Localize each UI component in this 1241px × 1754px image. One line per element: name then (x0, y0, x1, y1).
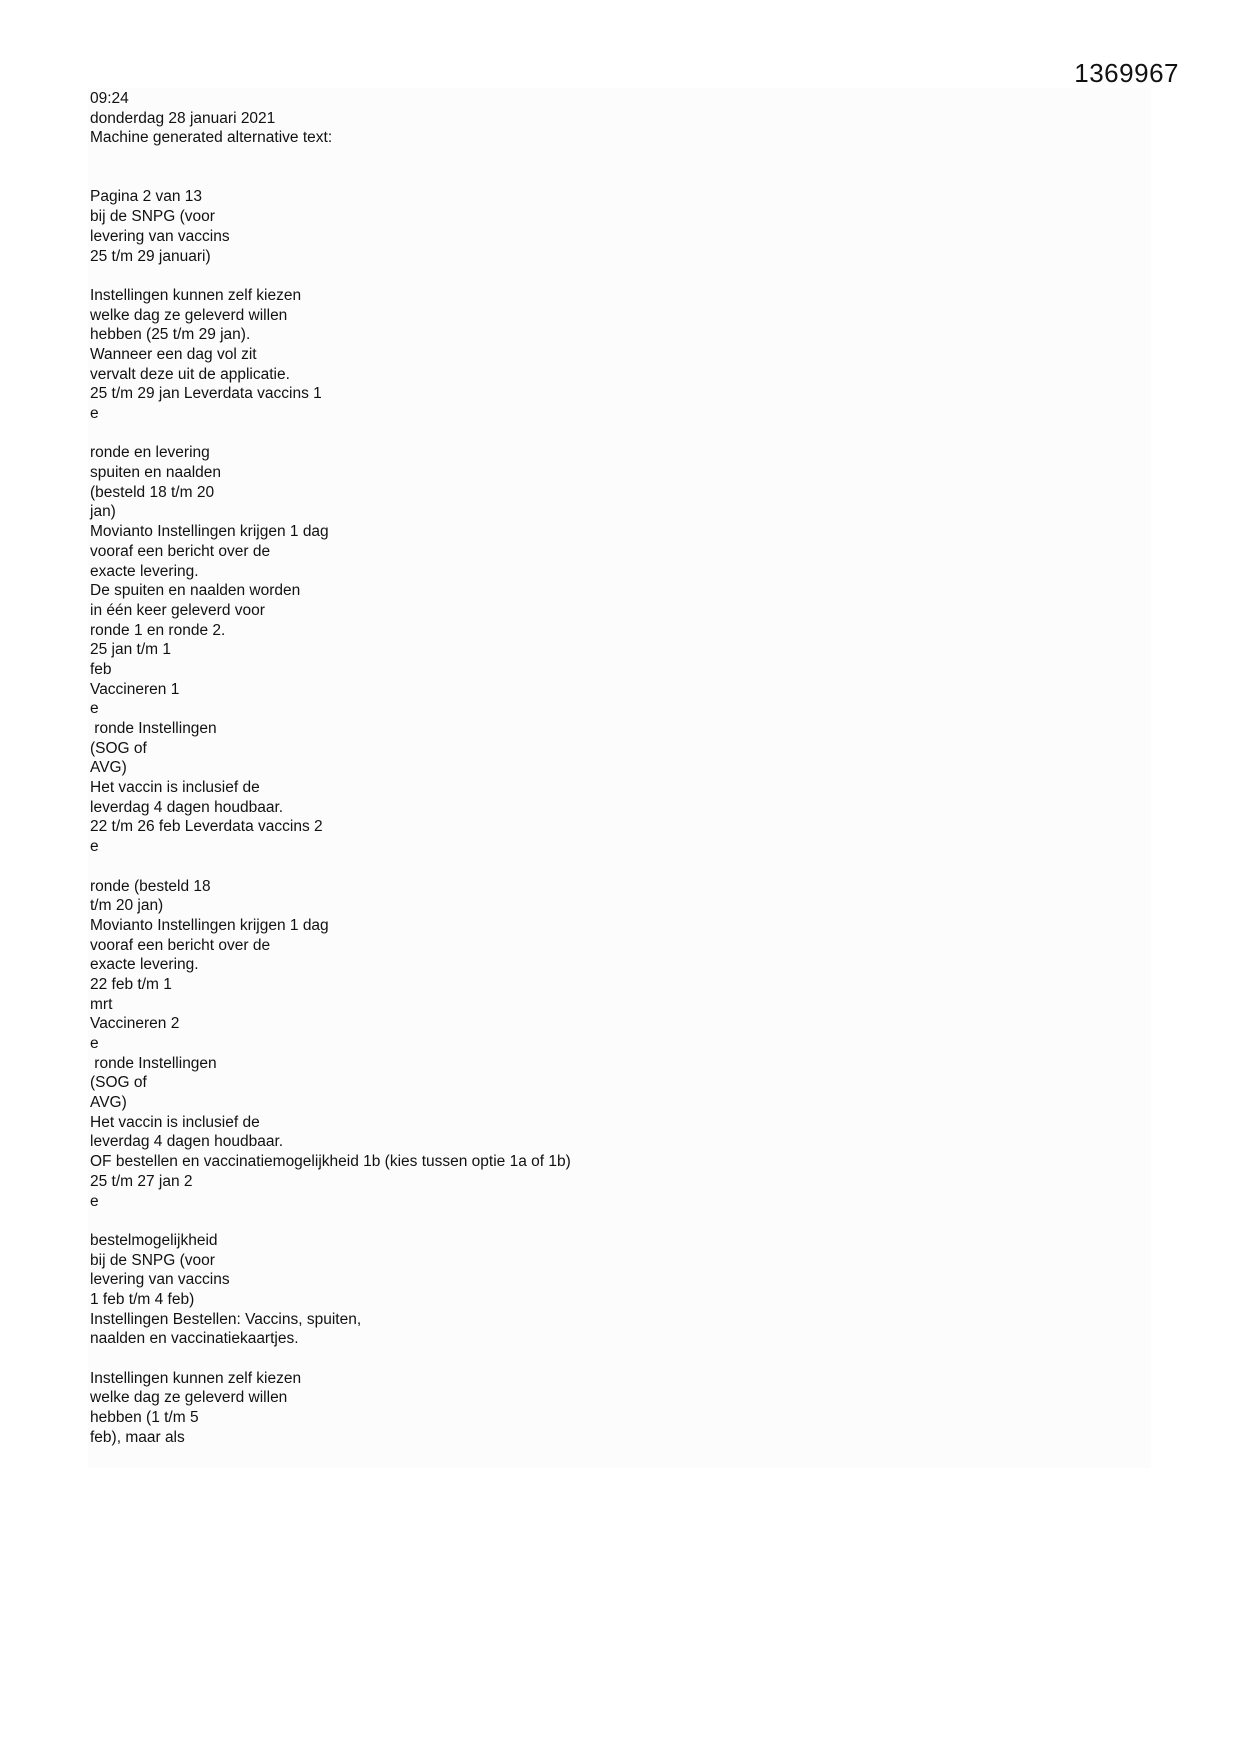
text-line: 25 t/m 29 jan Leverdata vaccins 1 (90, 385, 322, 403)
text-line: vooraf een bericht over de (90, 542, 271, 560)
text-line: 25 t/m 29 januari) (90, 247, 211, 265)
text-line (90, 857, 990, 877)
text-line: feb (90, 660, 112, 678)
header-note: Machine generated alternative text: (90, 129, 333, 147)
text-line: AVG) (90, 759, 127, 777)
text-line: (besteld 18 t/m 20 (90, 483, 215, 501)
text-line: e (90, 1035, 99, 1052)
text-line: ronde en levering (90, 444, 210, 462)
document-id-number: 1369967 (1074, 58, 1179, 88)
text-line: ronde (besteld 18 (90, 877, 211, 895)
text-line: e (90, 405, 99, 422)
text-line: feb), maar als (90, 1428, 185, 1446)
text-line: Wanneer een dag vol zit (90, 345, 257, 363)
text-line: vervalt deze uit de applicatie. (90, 365, 290, 383)
text-line: vooraf een bericht over de (90, 936, 271, 954)
text-line: Pagina 2 van 13 (90, 188, 203, 206)
text-line: hebben (1 t/m 5 (90, 1409, 199, 1427)
text-line: in één keer geleverd voor (90, 601, 265, 619)
text-line: Vaccineren 2 (90, 1015, 180, 1033)
text-line: bij de SNPG (voor (90, 208, 215, 226)
text-line: ronde Instellingen (90, 720, 217, 737)
text-line: leverdag 4 dagen houdbaar. (90, 1133, 284, 1151)
text-line: AVG) (90, 1094, 127, 1112)
text-line: e (90, 1192, 99, 1210)
text-line: (SOG of (90, 739, 147, 757)
text-line (90, 266, 990, 286)
text-line: Instellingen Bestellen: Vaccins, spuiten, (90, 1310, 362, 1328)
text-line (90, 424, 990, 444)
text-line: naalden en vaccinatiekaartjes. (90, 1330, 299, 1348)
text-line: e (90, 838, 99, 856)
text-line: 25 jan t/m 1 (90, 641, 171, 659)
text-line: exacte levering. (90, 956, 199, 974)
text-line: mrt (90, 995, 113, 1013)
text-line: 22 t/m 26 feb Leverdata vaccins 2 (90, 818, 323, 836)
text-line: (SOG of (90, 1074, 147, 1092)
text-line: Het vaccin is inclusief de (90, 1113, 260, 1131)
text-line: t/m 20 jan) (90, 897, 164, 915)
text-line: bij de SNPG (voor (90, 1251, 215, 1269)
text-line: Het vaccin is inclusief de (90, 779, 260, 797)
text-line: 22 feb t/m 1 (90, 975, 172, 993)
text-line: levering van vaccins (90, 1271, 230, 1289)
text-line: spuiten en naalden (90, 464, 222, 482)
text-line: e (90, 700, 99, 718)
text-line: Instellingen kunnen zelf kiezen (90, 286, 302, 304)
text-line: 1 feb t/m 4 feb) (90, 1290, 195, 1308)
text-line: Instellingen kunnen zelf kiezen (90, 1369, 302, 1387)
text-line: Movianto Instellingen krijgen 1 dag (90, 523, 329, 541)
text-line: welke dag ze geleverd willen (90, 1389, 288, 1407)
text-line: 25 t/m 27 jan 2 (90, 1172, 193, 1190)
header-time: 09:24 (90, 90, 129, 107)
header-date: donderdag 28 januari 2021 (90, 109, 276, 127)
text-line: ronde Instellingen (90, 1054, 217, 1072)
text-line: Movianto Instellingen krijgen 1 dag (90, 916, 329, 934)
text-line: bestelmogelijkheid (90, 1231, 218, 1249)
text-line: De spuiten en naalden worden (90, 582, 301, 600)
text-line: welke dag ze geleverd willen (90, 306, 288, 324)
text-line: hebben (25 t/m 29 jan). (90, 326, 251, 344)
text-line: leverdag 4 dagen houdbaar. (90, 798, 284, 816)
text-line: ronde 1 en ronde 2. (90, 621, 226, 639)
text-line (90, 1349, 990, 1369)
text-line (90, 1211, 990, 1231)
text-line (90, 168, 990, 188)
document-text-block (90, 89, 990, 1447)
text-line (90, 148, 990, 168)
text-line: Vaccineren 1 (90, 680, 180, 698)
text-line: jan) (90, 503, 116, 521)
text-line: OF bestellen en vaccinatiemogelijkheid 1b (kies tussen optie 1a of 1b) (90, 1153, 571, 1171)
text-line: levering van vaccins (90, 227, 230, 245)
text-line: exacte levering. (90, 562, 199, 580)
